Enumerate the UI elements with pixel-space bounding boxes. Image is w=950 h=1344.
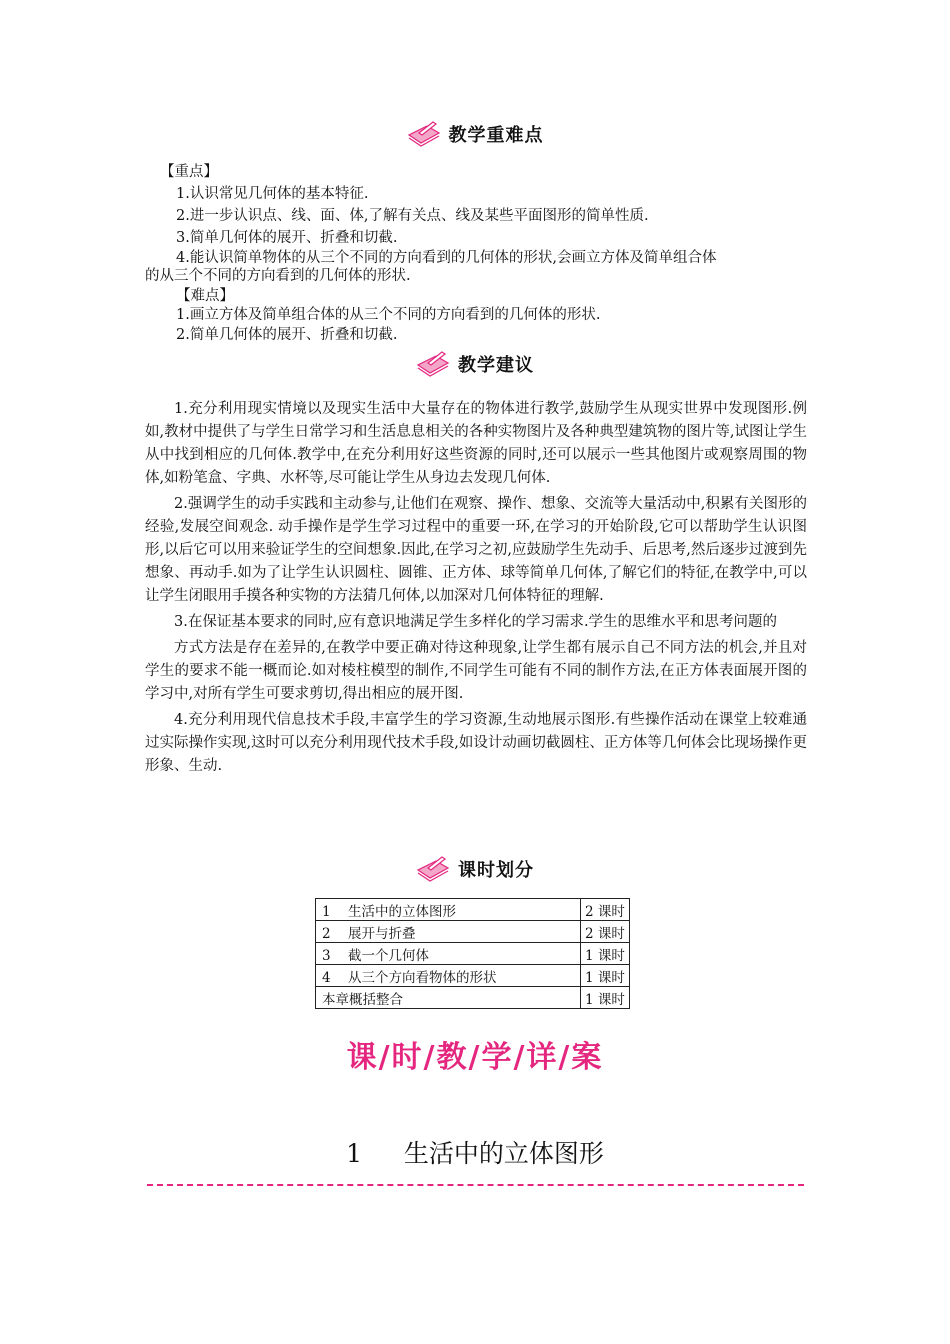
pen-book-icon bbox=[407, 121, 441, 147]
table-row bbox=[316, 899, 630, 921]
suggestion-paragraph: 2.强调学生的动手实践和主动参与,让他们在观察、操作、想象、交流等大量活动中,积累有关图形的经验,发展空间观念. 动手操作是学生学习过程中的重要一环,在学习的开始阶段,它可以帮助学生认识图形,以后它可以用来验证学生的空间想象.因此,在学习之初,应鼓励学生先动手、后思考,然后逐步过渡到先想象、再动手.如为了让学生认识圆柱、圆锥、正方体、球等简单几何体,了解它们的特征,在教学中,可以让学生闭眼用手摸各种实物的方法猜几何体,以加深对几何体特征的理解. bbox=[145, 496, 807, 604]
suggestions-body bbox=[145, 398, 807, 778]
key-item: 4.能认识简单物体的从三个不同的方向看到的几何体的形状,会画立方体及简单组合体 bbox=[176, 250, 717, 266]
section-title: 教学重难点 bbox=[448, 125, 544, 146]
difficult-item: 1.画立方体及简单组合体的从三个不同的方向看到的几何体的形状. bbox=[176, 307, 601, 323]
key-item: 的从三个不同的方向看到的几何体的形状. bbox=[145, 268, 411, 284]
table-row bbox=[316, 921, 630, 943]
table-row bbox=[316, 943, 630, 965]
table-row bbox=[316, 965, 630, 987]
key-label: 【重点】 bbox=[160, 164, 218, 180]
section-heading-schedule bbox=[0, 856, 950, 886]
section-title: 教学建议 bbox=[458, 355, 534, 376]
lesson-hours: 1 课时 bbox=[581, 943, 630, 965]
suggestion-paragraph: 方式方法是存在差异的,在教学中要正确对待这种现象,让学生都有展示自己不同方法的机会,并且对学生的要求不能一概而论.如对棱柱模型的制作,不同学生可能有不同的制作方法,在正方体表面展开图的学习中,对所有学生可要求剪切,得出相应的展开图. bbox=[145, 640, 807, 702]
lesson-title bbox=[0, 1134, 950, 1170]
lesson-name: 从三个方向看物体的形状 bbox=[348, 969, 497, 986]
pen-book-icon bbox=[416, 856, 450, 882]
lesson-title-text: 生活中的立体图形 bbox=[403, 1139, 604, 1168]
section-heading-suggestions bbox=[0, 351, 950, 381]
key-item: 1.认识常见几何体的基本特征. bbox=[176, 186, 369, 202]
key-item: 2.进一步认识点、线、面、体,了解有关点、线及某些平面图形的简单性质. bbox=[176, 208, 649, 224]
lesson-plan-banner: 课/时/教/学/详/案 bbox=[346, 1040, 604, 1075]
lesson-number: 1 bbox=[322, 903, 331, 920]
suggestion-paragraph: 3.在保证基本要求的同时,应有意识地满足学生多样化的学习需求.学生的思维水平和思考问题的 bbox=[174, 614, 778, 630]
dashed-divider bbox=[147, 1184, 804, 1186]
section-title: 课时划分 bbox=[458, 860, 534, 881]
table-row bbox=[316, 987, 630, 1009]
lesson-title-number: 1 bbox=[346, 1139, 362, 1168]
lesson-number: 3 bbox=[322, 947, 331, 964]
lesson-number: 4 bbox=[322, 969, 331, 986]
key-item: 3.简单几何体的展开、折叠和切截. bbox=[176, 230, 398, 246]
lesson-name: 本章概括整合 bbox=[322, 991, 403, 1008]
suggestion-paragraph: 4.充分利用现代信息技术手段,丰富学生的学习资源,生动地展示图形.有些操作活动在课堂上较难通过实际操作实现,这时可以充分利用现代技术手段,如设计动画切截圆柱、正方体等几何体会比现场操作更形象、生动. bbox=[145, 712, 807, 774]
lesson-hours: 1 课时 bbox=[581, 987, 630, 1009]
lesson-hours: 2 课时 bbox=[581, 899, 630, 921]
pen-book-icon bbox=[416, 351, 450, 377]
lesson-hours: 2 课时 bbox=[581, 921, 630, 943]
difficult-item: 2.简单几何体的展开、折叠和切截. bbox=[176, 327, 398, 343]
lesson-hours: 1 课时 bbox=[581, 965, 630, 987]
lesson-name: 展开与折叠 bbox=[348, 925, 416, 942]
difficult-label: 【难点】 bbox=[176, 288, 234, 304]
suggestion-paragraph: 1.充分利用现实情境以及现实生活中大量存在的物体进行教学,鼓励学生从现实世界中发现图形.例如,教材中提供了与学生日常学习和生活息息相关的各种实物图片及各种典型建筑物的图片等,试图让学生从中找到相应的几何体.教学中,在充分利用好这些资源的同时,还可以展示一些其他图片或观察周围的物体,如粉笔盒、字典、水杯等,尽可能让学生从身边去发现几何体. bbox=[145, 401, 807, 486]
lesson-name: 截一个几何体 bbox=[348, 947, 429, 964]
section-heading-key-points bbox=[0, 121, 950, 151]
lesson-name: 生活中的立体图形 bbox=[348, 903, 456, 920]
lesson-number: 2 bbox=[322, 925, 331, 942]
schedule-table bbox=[315, 898, 630, 1009]
